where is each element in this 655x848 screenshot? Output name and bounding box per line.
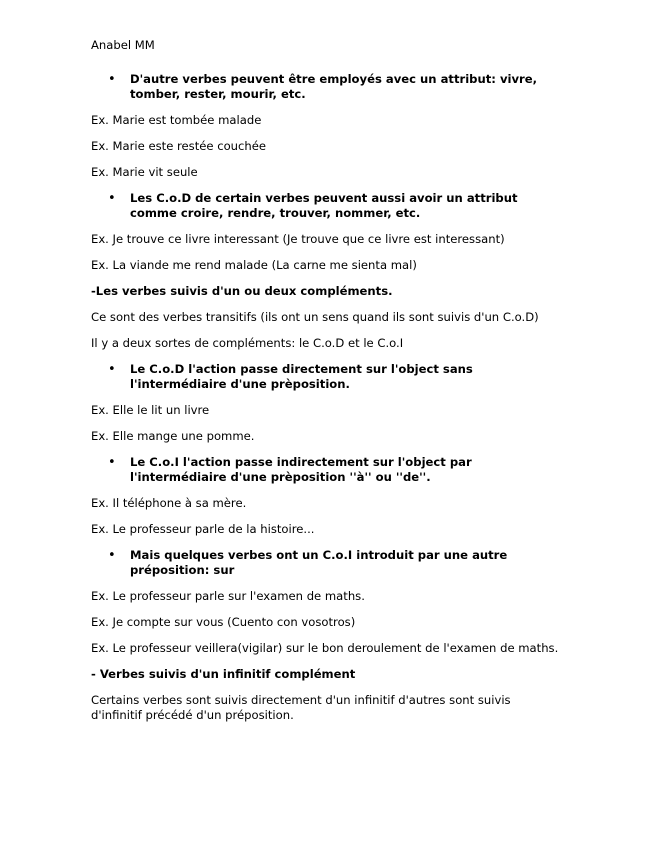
bullet-list — [91, 455, 561, 485]
section-heading: -Les verbes suivis d'un ou deux compléments. — [91, 284, 393, 298]
bullet-item: • Mais quelques verbes ont un C.o.I introduit par une autre préposition: sur — [130, 548, 561, 578]
example-line: Ex. Elle le lit un livre — [91, 403, 210, 417]
body-paragraph: Ce sont des verbes transitifs (ils ont un sens quand ils sont suivis d'un C.o.D) — [91, 310, 539, 324]
example-line: Ex. La viande me rend malade (La carne me sienta mal) — [91, 258, 417, 272]
bullet-list — [91, 191, 561, 221]
example-line: Ex. Le professeur parle de la histoire... — [91, 522, 315, 536]
example-line: Ex. Je compte sur vous (Cuento con vosotros) — [91, 615, 356, 629]
example-line: Ex. Le professeur parle sur l'examen de maths. — [91, 589, 365, 603]
example-line: Ex. Marie est tombée malade — [91, 113, 262, 127]
example-line: Ex. Le professeur veillera(vigilar) sur le bon deroulement de l'examen de maths. — [91, 641, 559, 655]
section-heading: - Verbes suivis d'un infinitif complément — [91, 667, 356, 681]
author-name: Anabel MM — [91, 38, 155, 52]
bullet-list — [91, 72, 561, 102]
body-paragraph: Certains verbes sont suivis directement d'un infinitif d'autres sont suivis d'infinitif précédé d'un préposition. — [91, 693, 511, 722]
example-line: Ex. Marie este restée couchée — [91, 139, 266, 153]
bullet-item: • Le C.o.D l'action passe directement sur l'object sans l'intermédiaire d'une prèposition. — [130, 362, 561, 392]
body-paragraph: Il y a deux sortes de compléments: le C.o.D et le C.o.I — [91, 336, 404, 350]
example-line: Ex. Marie vit seule — [91, 165, 198, 179]
document-page — [91, 38, 561, 734]
example-line: Ex. Il téléphone à sa mère. — [91, 496, 247, 510]
example-line: Ex. Elle mange une pomme. — [91, 429, 255, 443]
bullet-item: • Le C.o.I l'action passe indirectement sur l'object par l'intermédiaire d'une prèposition ''à'' ou ''de''. — [130, 455, 561, 485]
bullet-list — [91, 548, 561, 578]
bullet-list — [91, 362, 561, 392]
example-line: Ex. Je trouve ce livre interessant (Je trouve que ce livre est interessant) — [91, 232, 505, 246]
bullet-item: • D'autre verbes peuvent être employés avec un attribut: vivre, tomber, rester, mourir, etc. — [130, 72, 561, 102]
bullet-item: • Les C.o.D de certain verbes peuvent aussi avoir un attribut comme croire, rendre, trouver, nommer, etc. — [130, 191, 561, 221]
